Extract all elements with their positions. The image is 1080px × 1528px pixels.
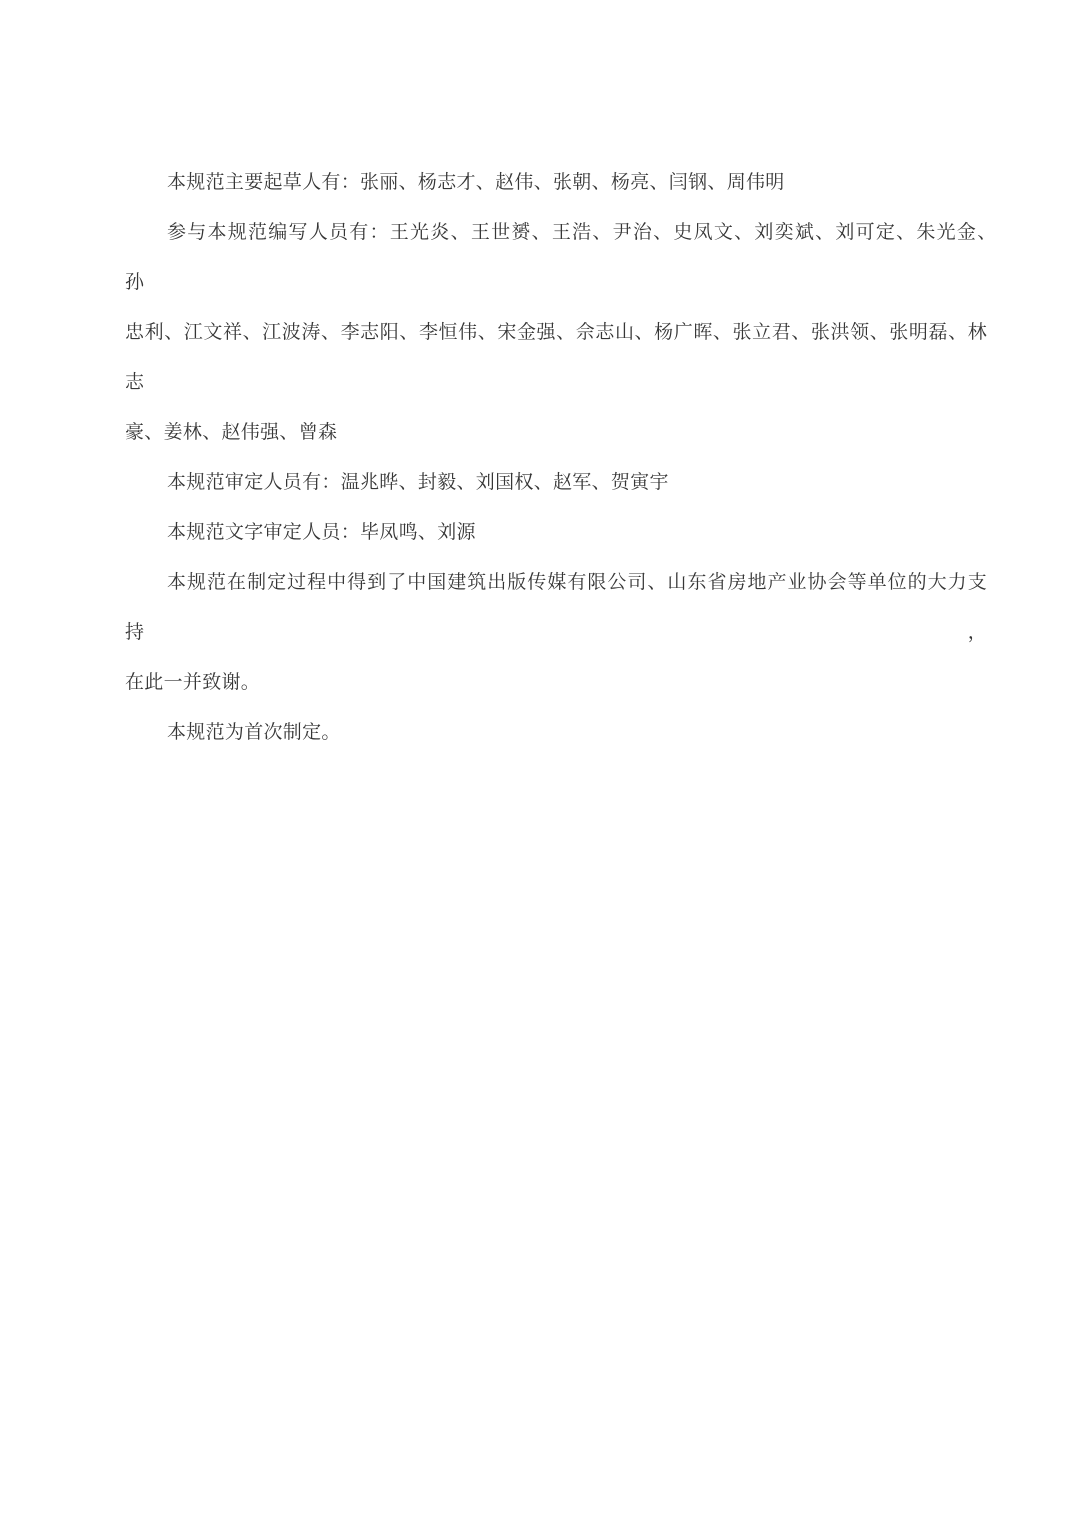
document-body [125, 158, 1007, 758]
line-acknowledgement-2: 在此一并致谢。 [125, 672, 261, 693]
line-writers-3: 豪、姜林、赵伟强、曾森 [125, 422, 338, 443]
line-writers-2: 忠利、江文祥、江波涛、李志阳、李恒伟、宋金强、佘志山、杨广晖、张立君、张洪领、张明磊、林志 [125, 322, 987, 393]
line-first-edition: 本规范为首次制定。 [167, 722, 341, 743]
line-reviewers: 本规范审定人员有：温兆晔、封毅、刘国权、赵军、贺寅宇 [167, 472, 669, 493]
line-writers-1: 参与本规范编写人员有：王光炎、王世赟、王浩、尹治、史凤文、刘奕斌、刘可定、朱光金、 孙 [125, 222, 1007, 293]
line-main-drafters: 本规范主要起草人有：张丽、杨志才、赵伟、张朝、杨亮、闫钢、周伟明 [167, 172, 785, 193]
line-text-reviewers: 本规范文字审定人员：毕凤鸣、刘源 [167, 522, 476, 543]
line-acknowledgement-1: 本规范在制定过程中得到了中国建筑出版传媒有限公司、山东省房地产业协会等单位的大力支持， [125, 572, 987, 643]
